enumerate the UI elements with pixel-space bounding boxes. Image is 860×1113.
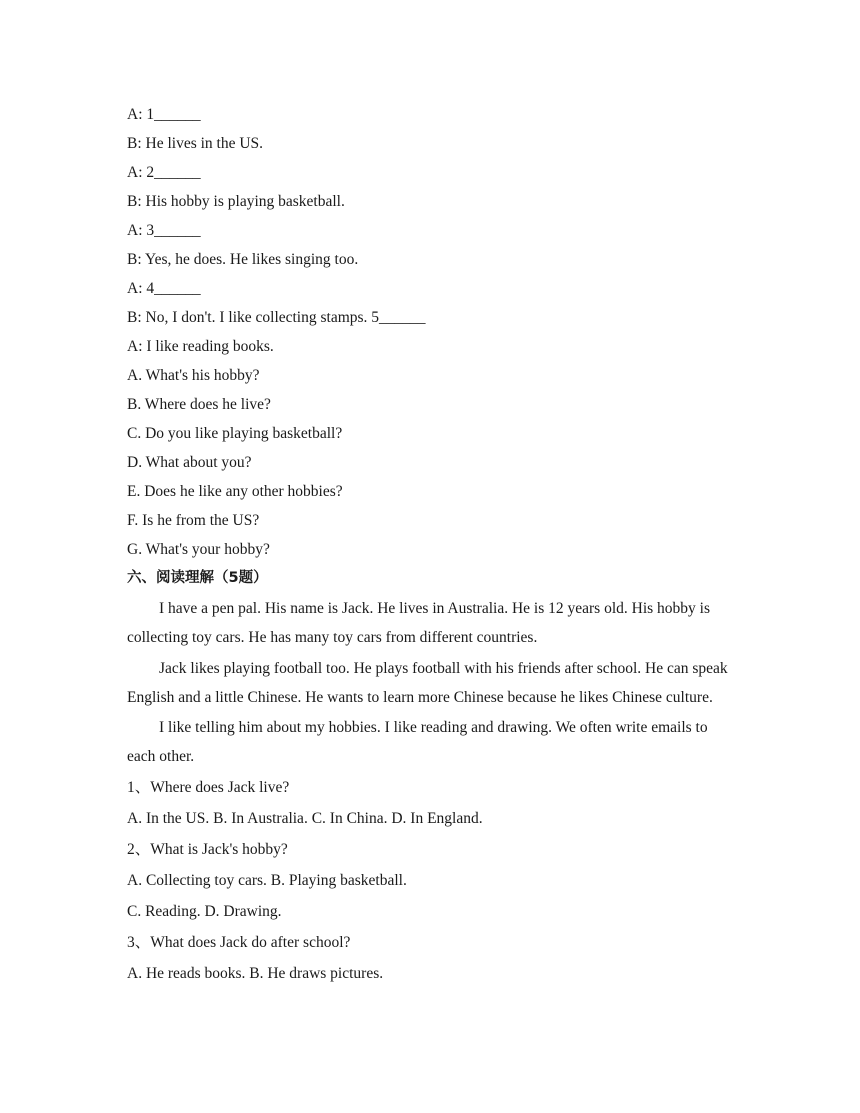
question-2-choices-row-2: C. Reading. D. Drawing. [127, 902, 282, 920]
question-2-choices-row-1: A. Collecting toy cars. B. Playing basketball. [127, 871, 407, 889]
dialogue-line-1: A: 1______ [127, 106, 201, 123]
option-g: G. What's your hobby? [127, 541, 270, 558]
dialogue-line-8: B: No, I don't. I like collecting stamps. 5______ [127, 309, 426, 326]
question-1-choices: A. In the US. B. In Australia. C. In China. D. In England. [127, 809, 483, 827]
reading-questions [127, 772, 737, 989]
option-c: C. Do you like playing basketball? [127, 425, 343, 442]
question-2: 2、What is Jack's hobby? [127, 840, 288, 858]
question-3: 3、What does Jack do after school? [127, 933, 351, 951]
answer-options [127, 361, 737, 564]
option-b: B. Where does he live? [127, 396, 271, 413]
option-e: E. Does he like any other hobbies? [127, 483, 343, 500]
option-f: F. Is he from the US? [127, 512, 260, 529]
dialogue-line-6: B: Yes, he does. He likes singing too. [127, 251, 359, 268]
dialogue-line-9: A: I like reading books. [127, 338, 274, 355]
dialogue-line-2: B: He lives in the US. [127, 135, 264, 152]
dialogue-line-5: A: 3______ [127, 222, 201, 239]
question-3-choices: A. He reads books. B. He draws pictures. [127, 964, 384, 982]
passage-paragraph-1: I have a pen pal. His name is Jack. He lives in Australia. He is 12 years old. His hobby is collecting toy cars. He has many toy cars from different countries. [127, 600, 710, 647]
document-page [127, 100, 737, 989]
question-1: 1、Where does Jack live? [127, 778, 290, 796]
dialogue-line-7: A: 4______ [127, 280, 201, 297]
option-d: D. What about you? [127, 454, 252, 471]
dialogue [127, 100, 737, 361]
section-title: 六、阅读理解（5题） [127, 570, 268, 586]
passage-paragraph-3: I like telling him about my hobbies. I like reading and drawing. We often write emails to each other. [127, 719, 708, 766]
option-a: A. What's his hobby? [127, 367, 260, 384]
dialogue-line-4: B: His hobby is playing basketball. [127, 193, 345, 210]
reading-passage [127, 594, 737, 772]
passage-paragraph-2: Jack likes playing football too. He plays football with his friends after school. He can speak English and a little Chinese. He wants to learn more Chinese because he likes Chinese culture. [127, 659, 728, 706]
dialogue-line-3: A: 2______ [127, 164, 201, 181]
